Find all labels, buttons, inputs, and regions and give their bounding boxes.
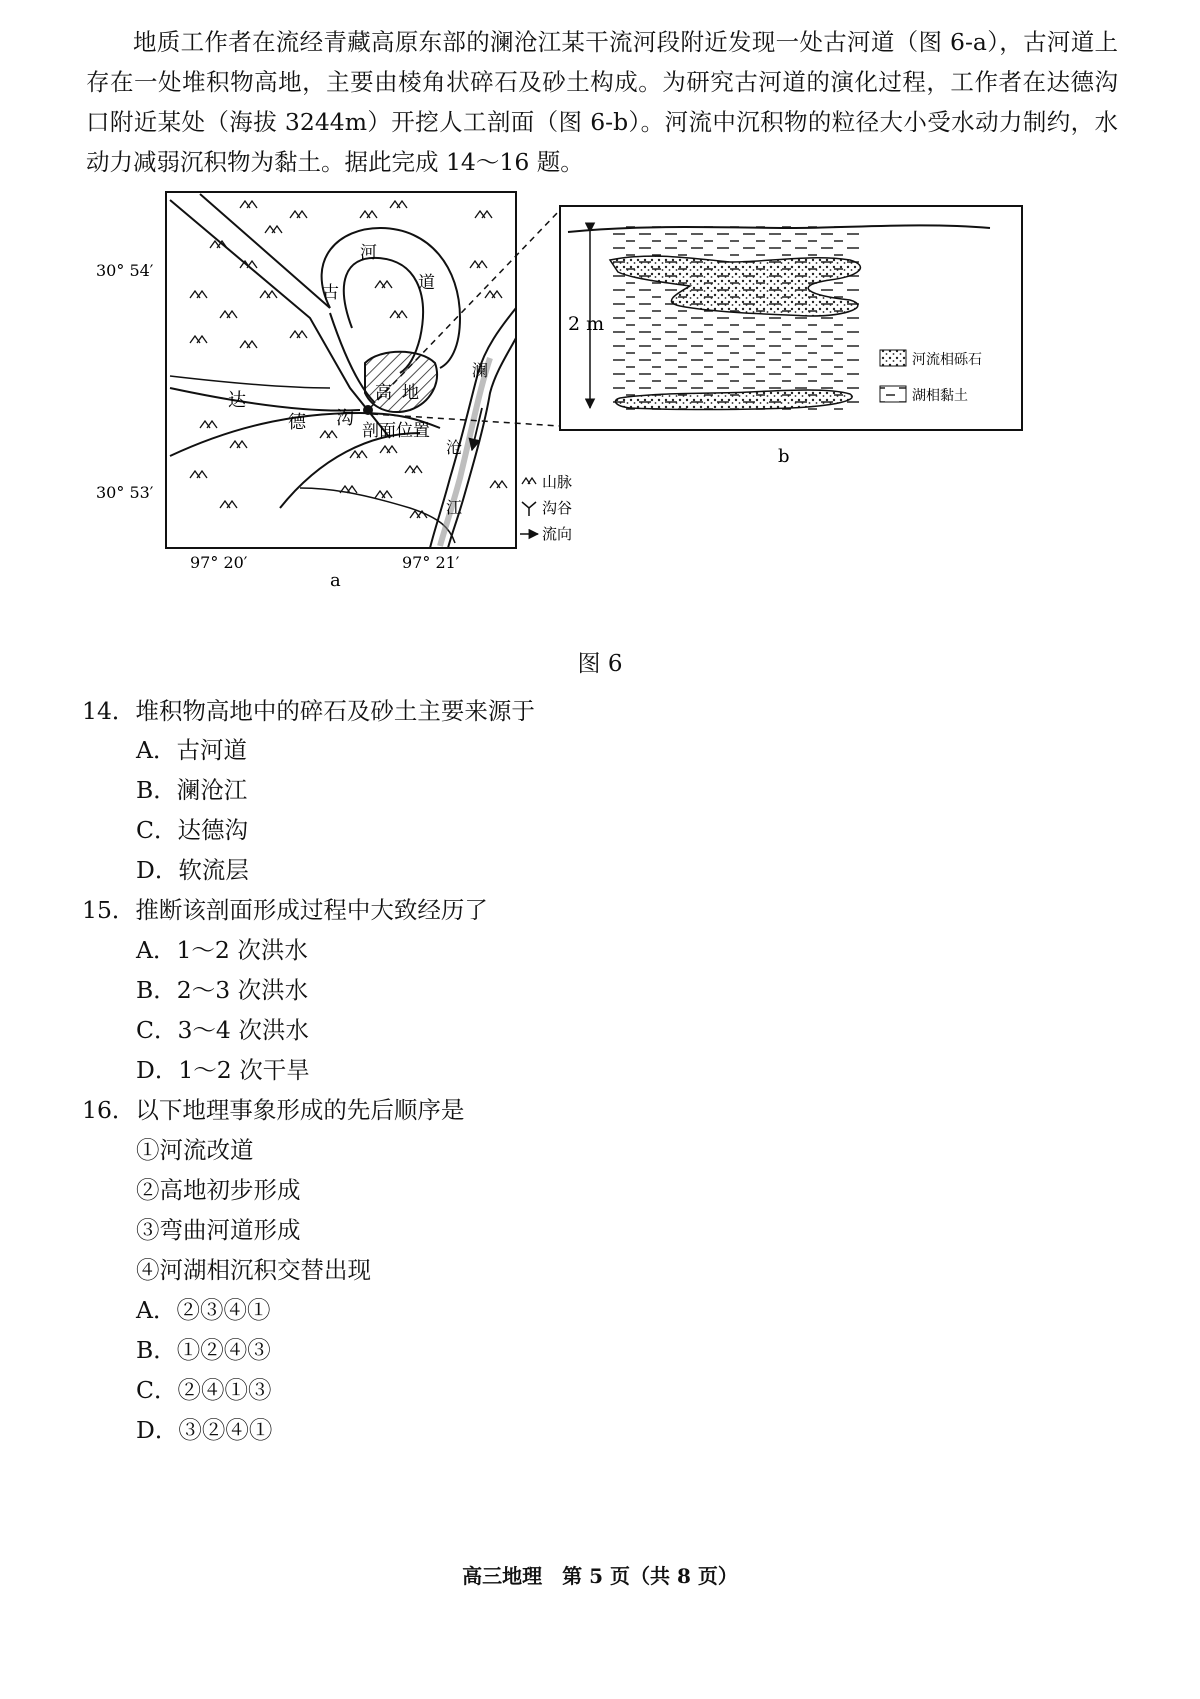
label-old-river-2: 道 <box>418 273 435 293</box>
label-dade-1: 达 <box>228 390 246 411</box>
section-b <box>560 206 1022 467</box>
event-item-4: ④河湖相沉积交替出现 <box>136 1256 371 1284</box>
label-old-river-3: 古 <box>322 283 339 303</box>
question-stem: 堆积物高地中的碎石及砂土主要来源于 <box>135 697 535 725</box>
option-16-d: D．③②④① <box>136 1416 273 1444</box>
label-dade-3: 沟 <box>336 408 354 429</box>
lon-left-label: 97° 20′ <box>190 553 248 572</box>
legend-mountain-label: 山脉 <box>542 473 573 491</box>
gravel-legend-swatch <box>880 350 906 366</box>
label-old-river-1: 河 <box>360 243 377 263</box>
question-number: 16． <box>82 1096 136 1124</box>
lon-right-label: 97° 21′ <box>402 553 460 572</box>
label-dade-2: 德 <box>288 412 306 433</box>
map-a <box>96 192 572 591</box>
option-14-b: B．澜沧江 <box>136 776 248 804</box>
gully-legend-icon <box>522 502 536 516</box>
clay-legend-swatch <box>880 386 906 402</box>
question-stem: 推断该剖面形成过程中大致经历了 <box>135 896 488 924</box>
intro-paragraph: 地质工作者在流经青藏高原东部的澜沧江某干流河段附近发现一处古河道（图 6-a），古河道上存在一处堆积物高地，主要由棱角状碎石及砂土构成。为研究古河道的演化过程，工作者在达德沟口附近某处（海拔 3244m）开挖人工剖面（图 6-b）。河流中沉积物的粒径大小受水动力制约，水动力减弱沉积物为黏土。据此完成 14～16 题。 <box>86 28 1118 176</box>
figure-6 <box>90 188 1130 658</box>
label-highland-2: 地 <box>402 383 419 403</box>
question-stem: 以下地理事象形成的先后顺序是 <box>135 1096 465 1124</box>
figure-caption: 图 6 <box>577 651 623 677</box>
section-height-label: 2 m <box>568 313 605 335</box>
option-16-a: A．②③④① <box>136 1296 271 1324</box>
question-number: 14． <box>82 697 136 725</box>
question-16 <box>82 1095 464 1125</box>
question-number: 15． <box>82 896 136 924</box>
event-item-2: ②高地初步形成 <box>136 1176 301 1204</box>
event-item-1: ①河流改道 <box>136 1136 254 1164</box>
option-14-c: C．达德沟 <box>136 816 248 844</box>
option-15-a: A．1～2 次洪水 <box>136 936 308 964</box>
label-lancang-1: 澜 <box>472 361 489 380</box>
legend-clay-label: 湖相黏土 <box>912 388 968 404</box>
option-14-a: A．古河道 <box>136 736 247 764</box>
map-legend <box>520 473 572 543</box>
label-highland-1: 高 <box>375 383 392 403</box>
question-14 <box>82 696 535 726</box>
label-lancang-2: 沧 <box>446 438 463 457</box>
option-15-c: C．3～4 次洪水 <box>136 1016 309 1044</box>
legend-gully-label: 沟谷 <box>542 499 573 517</box>
mountain-legend-icon <box>522 478 536 484</box>
lat-top-label: 30° 54′ <box>96 261 154 280</box>
question-15 <box>82 895 488 925</box>
label-section-location: 剖面位置 <box>362 421 430 441</box>
event-item-3: ③弯曲河道形成 <box>136 1216 301 1244</box>
label-lancang-3: 江 <box>446 498 463 517</box>
option-15-b: B．2～3 次洪水 <box>136 976 309 1004</box>
page-footer: 高三地理 第 5 页（共 8 页） <box>462 1564 738 1588</box>
option-14-d: D．软流层 <box>136 856 249 884</box>
map-sublabel: a <box>330 570 341 591</box>
legend-gravel-label: 河流相砾石 <box>912 352 982 368</box>
option-16-b: B．①②④③ <box>136 1336 271 1364</box>
option-15-d: D．1～2 次干旱 <box>136 1056 310 1084</box>
legend-flow-label: 流向 <box>542 525 573 543</box>
figure-6-graphic <box>90 188 1130 658</box>
lat-bottom-label: 30° 53′ <box>96 483 154 502</box>
section-sublabel: b <box>778 446 790 467</box>
option-16-c: C．②④①③ <box>136 1376 272 1404</box>
